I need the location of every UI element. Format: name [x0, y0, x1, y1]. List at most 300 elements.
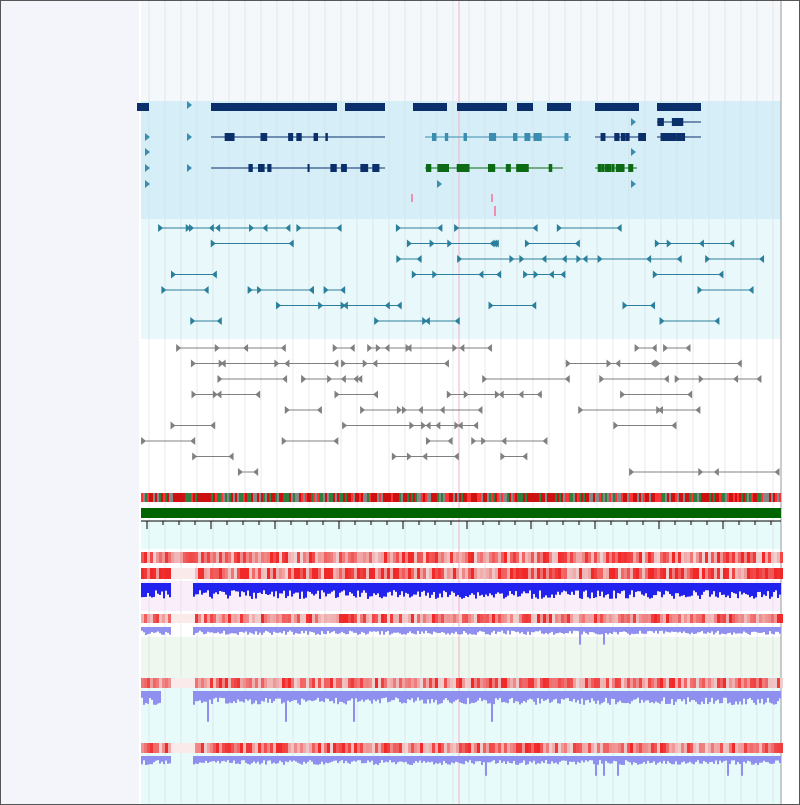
- depth-bar: [447, 583, 449, 597]
- depth-bar: [213, 691, 215, 699]
- depth-bar: [559, 691, 561, 704]
- heat-cell: [144, 568, 147, 579]
- heat-cell: [744, 614, 747, 623]
- repeat-mark: [551, 493, 553, 502]
- heat-cell: [165, 568, 168, 579]
- depth-bar: [247, 627, 249, 635]
- heat-cell: [495, 614, 498, 623]
- depth-bar: [697, 691, 699, 704]
- heat-cell: [198, 743, 201, 753]
- heat-cell: [474, 552, 477, 563]
- heat-cell: [576, 614, 579, 623]
- depth-bar: [439, 583, 441, 594]
- heat-cell: [216, 743, 219, 753]
- heat-cell: [345, 678, 348, 688]
- depth-bar: [681, 627, 683, 633]
- heat-cell: [351, 743, 354, 753]
- heat-cell: [633, 552, 636, 563]
- heat-cell: [603, 614, 606, 623]
- heat-cell: [615, 743, 618, 753]
- depth-bar: [333, 583, 335, 590]
- depth-bar: [773, 691, 775, 705]
- repeat-mark: [483, 493, 485, 502]
- heat-cell: [258, 568, 261, 579]
- repeat-mark: [541, 493, 543, 502]
- depth-bar: [457, 583, 459, 595]
- repeat-mark: [315, 493, 317, 502]
- heat-cell: [600, 743, 603, 753]
- depth-bar: [495, 583, 497, 594]
- depth-bar: [591, 756, 593, 760]
- heat-cell: [603, 743, 606, 753]
- depth-bar: [233, 756, 235, 761]
- depth-bar: [329, 627, 331, 633]
- heat-cell: [642, 614, 645, 623]
- heat-cell: [507, 552, 510, 563]
- depth-bar: [225, 756, 227, 762]
- depth-bar: [345, 627, 347, 634]
- heat-cell: [684, 552, 687, 563]
- depth-bar: [609, 627, 611, 633]
- heat-cell: [537, 614, 540, 623]
- heat-cell: [519, 568, 522, 579]
- depth-bar: [215, 691, 217, 698]
- repeat-mark: [193, 493, 195, 502]
- depth-bar: [731, 756, 733, 760]
- heat-cell: [210, 568, 213, 579]
- depth-bar: [365, 756, 367, 763]
- heat-cell: [327, 678, 330, 688]
- depth-bar: [735, 627, 737, 634]
- depth-bar: [529, 583, 531, 590]
- heat-cell: [333, 552, 336, 563]
- depth-bar: [657, 691, 659, 703]
- heat-cell: [363, 568, 366, 579]
- depth-bar: [499, 691, 501, 698]
- depth-bar: [529, 691, 531, 699]
- depth-bar: [297, 691, 299, 703]
- heat-cell: [174, 568, 177, 579]
- depth-bar: [221, 756, 223, 761]
- heat-cell: [678, 552, 681, 563]
- depth-bar: [597, 756, 599, 765]
- heat-cell: [495, 568, 498, 579]
- depth-bar: [217, 756, 219, 761]
- repeat-mark: [435, 493, 437, 502]
- heat-cell: [630, 614, 633, 623]
- heat-cell: [405, 552, 408, 563]
- depth-bar: [591, 691, 593, 698]
- heat-cell: [765, 568, 768, 579]
- heat-cell: [186, 568, 189, 579]
- heat-cell: [462, 743, 465, 753]
- heat-cell: [630, 678, 633, 688]
- depth-bar: [363, 756, 365, 763]
- depth-bar: [775, 691, 777, 704]
- depth-bar: [737, 756, 739, 762]
- heat-cell: [486, 614, 489, 623]
- gene-block: [345, 103, 385, 111]
- depth-bar: [349, 756, 351, 764]
- repeat-mark: [605, 493, 607, 502]
- heat-cell: [462, 678, 465, 688]
- heat-cell: [273, 743, 276, 753]
- depth-bar: [385, 627, 387, 632]
- heat-cell: [675, 743, 678, 753]
- repeat-mark: [159, 493, 161, 502]
- depth-bar: [645, 756, 647, 764]
- heat-cell: [588, 568, 591, 579]
- heat-cell: [174, 552, 177, 563]
- heat-cell: [657, 552, 660, 563]
- depth-bar: [537, 691, 539, 698]
- depth-bar: [575, 691, 577, 702]
- depth-bar: [369, 583, 371, 596]
- heat-cell: [585, 678, 588, 688]
- depth-bar: [233, 627, 235, 633]
- heat-cell: [588, 678, 591, 688]
- heat-cell: [657, 743, 660, 753]
- heat-cell: [630, 568, 633, 579]
- heat-cell: [537, 743, 540, 753]
- depth-bar: [285, 627, 287, 635]
- depth-bar: [231, 627, 233, 633]
- heat-cell: [606, 568, 609, 579]
- depth-bar: [579, 691, 581, 704]
- depth-bar: [509, 691, 511, 699]
- depth-bar: [739, 756, 741, 764]
- depth-bar: [333, 756, 335, 761]
- depth-bar: [681, 691, 683, 701]
- heat-cell: [219, 568, 222, 579]
- heat-cell: [729, 552, 732, 563]
- heat-cell: [720, 743, 723, 753]
- repeat-mark: [723, 493, 725, 502]
- heat-cell: [414, 614, 417, 623]
- depth-bar: [359, 583, 361, 597]
- depth-bar: [159, 627, 161, 633]
- heat-cell: [585, 568, 588, 579]
- depth-bar: [527, 627, 529, 632]
- repeat-mark: [219, 493, 221, 502]
- depth-bar: [579, 756, 581, 763]
- heat-cell: [750, 743, 753, 753]
- heat-cell: [147, 552, 150, 563]
- heat-cell: [351, 568, 354, 579]
- heat-cell: [237, 743, 240, 753]
- repeat-mark: [301, 493, 303, 502]
- depth-bar: [197, 583, 199, 594]
- depth-bar: [603, 627, 605, 645]
- depth-bar: [555, 583, 557, 595]
- depth-bar: [163, 627, 165, 635]
- depth-bar: [297, 756, 299, 763]
- heat-cell: [501, 678, 504, 688]
- heat-cell: [729, 743, 732, 753]
- heat-cell: [534, 552, 537, 563]
- heat-cell: [492, 743, 495, 753]
- depth-bar: [717, 583, 719, 598]
- genome-track-canvas[interactable]: [1, 1, 800, 805]
- heat-cell: [741, 614, 744, 623]
- heat-cell: [759, 678, 762, 688]
- depth-bar: [771, 756, 773, 764]
- heat-cell: [597, 568, 600, 579]
- repeat-mark: [191, 493, 193, 502]
- heat-cell: [591, 678, 594, 688]
- depth-bar: [375, 691, 377, 701]
- depth-bar: [765, 583, 767, 596]
- depth-bar: [439, 756, 441, 763]
- repeat-mark: [421, 493, 423, 502]
- heat-cell: [384, 743, 387, 753]
- depth-bar: [329, 756, 331, 763]
- depth-bar: [437, 583, 439, 598]
- depth-bar: [551, 691, 553, 702]
- heat-cell: [423, 743, 426, 753]
- depth-bar: [709, 627, 711, 633]
- depth-bar: [353, 756, 355, 761]
- heat-cell: [543, 552, 546, 563]
- heat-cell: [486, 678, 489, 688]
- heat-cell: [483, 614, 486, 623]
- heat-cell: [249, 614, 252, 623]
- depth-bar: [637, 583, 639, 591]
- heat-cell: [558, 678, 561, 688]
- depth-bar: [739, 583, 741, 591]
- repeat-mark: [619, 493, 621, 502]
- heat-cell: [696, 614, 699, 623]
- depth-bar: [309, 583, 311, 592]
- heat-cell: [285, 743, 288, 753]
- heat-cell: [333, 568, 336, 579]
- depth-bar: [665, 756, 667, 764]
- repeat-mark: [733, 493, 735, 502]
- depth-bar: [311, 691, 313, 701]
- depth-bar: [481, 627, 483, 632]
- heat-cell: [720, 552, 723, 563]
- heat-cell: [330, 743, 333, 753]
- heat-cell: [747, 552, 750, 563]
- depth-bar: [163, 583, 165, 598]
- depth-bar: [413, 627, 415, 634]
- depth-bar: [155, 583, 157, 590]
- heat-cell: [150, 552, 153, 563]
- heat-cell: [267, 743, 270, 753]
- depth-bar: [215, 583, 217, 592]
- heat-cell: [294, 614, 297, 623]
- heat-cell: [354, 743, 357, 753]
- heat-cell: [435, 614, 438, 623]
- heat-cell: [426, 614, 429, 623]
- depth-bar: [381, 583, 383, 598]
- depth-bar: [367, 583, 369, 599]
- heat-cell: [366, 743, 369, 753]
- depth-bar: [147, 691, 149, 704]
- repeat-mark: [767, 493, 769, 502]
- depth-bar: [453, 583, 455, 593]
- heat-cell: [477, 568, 480, 579]
- repeat-mark: [305, 493, 307, 502]
- heat-cell: [282, 568, 285, 579]
- depth-bar: [427, 756, 429, 762]
- depth-bar: [757, 627, 759, 633]
- depth-bar: [645, 627, 647, 634]
- heat-cell: [471, 678, 474, 688]
- depth-bar: [209, 583, 211, 597]
- repeat-mark: [513, 493, 515, 502]
- depth-bar: [271, 583, 273, 592]
- depth-bar: [607, 756, 609, 763]
- heat-cell: [627, 614, 630, 623]
- depth-bar: [201, 756, 203, 763]
- depth-bar: [215, 627, 217, 633]
- repeat-mark: [215, 493, 217, 502]
- depth-bar: [359, 627, 361, 634]
- depth-bar: [373, 627, 375, 631]
- depth-bar: [217, 627, 219, 632]
- heat-cell: [645, 552, 648, 563]
- depth-bar: [505, 627, 507, 634]
- depth-bar: [203, 583, 205, 593]
- depth-bar: [303, 756, 305, 762]
- heat-cell: [633, 568, 636, 579]
- depth-bar: [753, 583, 755, 599]
- depth-bar: [471, 756, 473, 763]
- repeat-mark: [505, 493, 507, 502]
- depth-bar: [341, 691, 343, 702]
- depth-bar: [751, 691, 753, 700]
- repeat-mark: [375, 493, 377, 502]
- depth-bar: [529, 627, 531, 635]
- depth-bar: [225, 627, 227, 635]
- depth-bar: [475, 756, 477, 761]
- heat-cell: [516, 743, 519, 753]
- depth-bar: [407, 691, 409, 699]
- depth-bar: [737, 583, 739, 598]
- heat-cell: [333, 678, 336, 688]
- depth-bar: [523, 583, 525, 591]
- repeat-mark: [207, 493, 209, 502]
- heat-cell: [651, 552, 654, 563]
- depth-bar: [423, 627, 425, 633]
- depth-bar: [713, 627, 715, 634]
- depth-bar: [437, 627, 439, 633]
- depth-bar: [201, 691, 203, 703]
- depth-bar: [527, 691, 529, 700]
- repeat-mark: [741, 493, 743, 502]
- depth-bar: [683, 583, 685, 595]
- depth-bar: [381, 627, 383, 631]
- depth-bar: [555, 627, 557, 633]
- heat-cell: [693, 614, 696, 623]
- heat-cell: [396, 678, 399, 688]
- heat-cell: [687, 568, 690, 579]
- depth-bar: [543, 583, 545, 597]
- repeat-mark: [241, 493, 243, 502]
- depth-bar: [625, 691, 627, 703]
- depth-bar: [539, 627, 541, 631]
- heat-cell: [180, 568, 183, 579]
- repeat-mark: [579, 493, 581, 502]
- repeat-mark: [411, 493, 413, 502]
- depth-bar: [695, 756, 697, 762]
- heat-cell: [753, 552, 756, 563]
- depth-bar: [295, 756, 297, 761]
- heat-cell: [354, 568, 357, 579]
- heat-cell: [318, 743, 321, 753]
- depth-bar: [319, 756, 321, 764]
- repeat-mark: [299, 493, 301, 502]
- depth-bar: [691, 691, 693, 700]
- repeat-mark: [627, 493, 629, 502]
- heat-cell: [327, 743, 330, 753]
- gene-exon: [564, 133, 568, 141]
- heat-cell: [402, 568, 405, 579]
- heat-cell: [444, 614, 447, 623]
- heat-cell: [423, 568, 426, 579]
- depth-bar: [143, 691, 145, 705]
- depth-bar: [503, 583, 505, 599]
- gene-exon: [445, 133, 448, 141]
- heat-cell: [309, 678, 312, 688]
- heat-cell: [606, 614, 609, 623]
- heat-cell: [462, 552, 465, 563]
- heat-cell: [378, 678, 381, 688]
- depth-bar: [617, 583, 619, 593]
- depth-bar: [467, 627, 469, 635]
- depth-bar: [147, 583, 149, 593]
- heat-cell: [300, 552, 303, 563]
- heat-cell: [252, 568, 255, 579]
- repeat-mark: [443, 493, 445, 502]
- heat-cell: [240, 614, 243, 623]
- heat-cell: [231, 678, 234, 688]
- depth-bar: [203, 691, 205, 702]
- depth-bar: [751, 583, 753, 596]
- heat-cell: [492, 568, 495, 579]
- repeat-mark: [643, 493, 645, 502]
- depth-bar: [497, 627, 499, 632]
- depth-bar: [355, 583, 357, 598]
- heat-cell: [213, 678, 216, 688]
- heat-cell: [339, 552, 342, 563]
- depth-bar: [749, 756, 751, 762]
- depth-bar: [301, 583, 303, 592]
- depth-bar: [209, 691, 211, 700]
- heat-cell: [414, 568, 417, 579]
- depth-bar: [531, 756, 533, 763]
- repeat-mark: [415, 493, 417, 502]
- heat-cell: [186, 743, 189, 753]
- depth-bar: [313, 756, 315, 764]
- heat-cell: [759, 568, 762, 579]
- heat-cell: [171, 678, 174, 688]
- heat-cell: [423, 614, 426, 623]
- repeat-mark: [753, 493, 755, 502]
- depth-bar: [777, 583, 779, 598]
- depth-bar: [619, 627, 621, 632]
- depth-bar: [283, 691, 285, 702]
- heat-cell: [234, 743, 237, 753]
- heat-cell: [687, 614, 690, 623]
- repeat-mark: [559, 493, 561, 502]
- heat-cell: [516, 552, 519, 563]
- depth-bar: [465, 756, 467, 761]
- heat-cell: [243, 678, 246, 688]
- heat-cell: [531, 614, 534, 623]
- depth-bar: [405, 691, 407, 703]
